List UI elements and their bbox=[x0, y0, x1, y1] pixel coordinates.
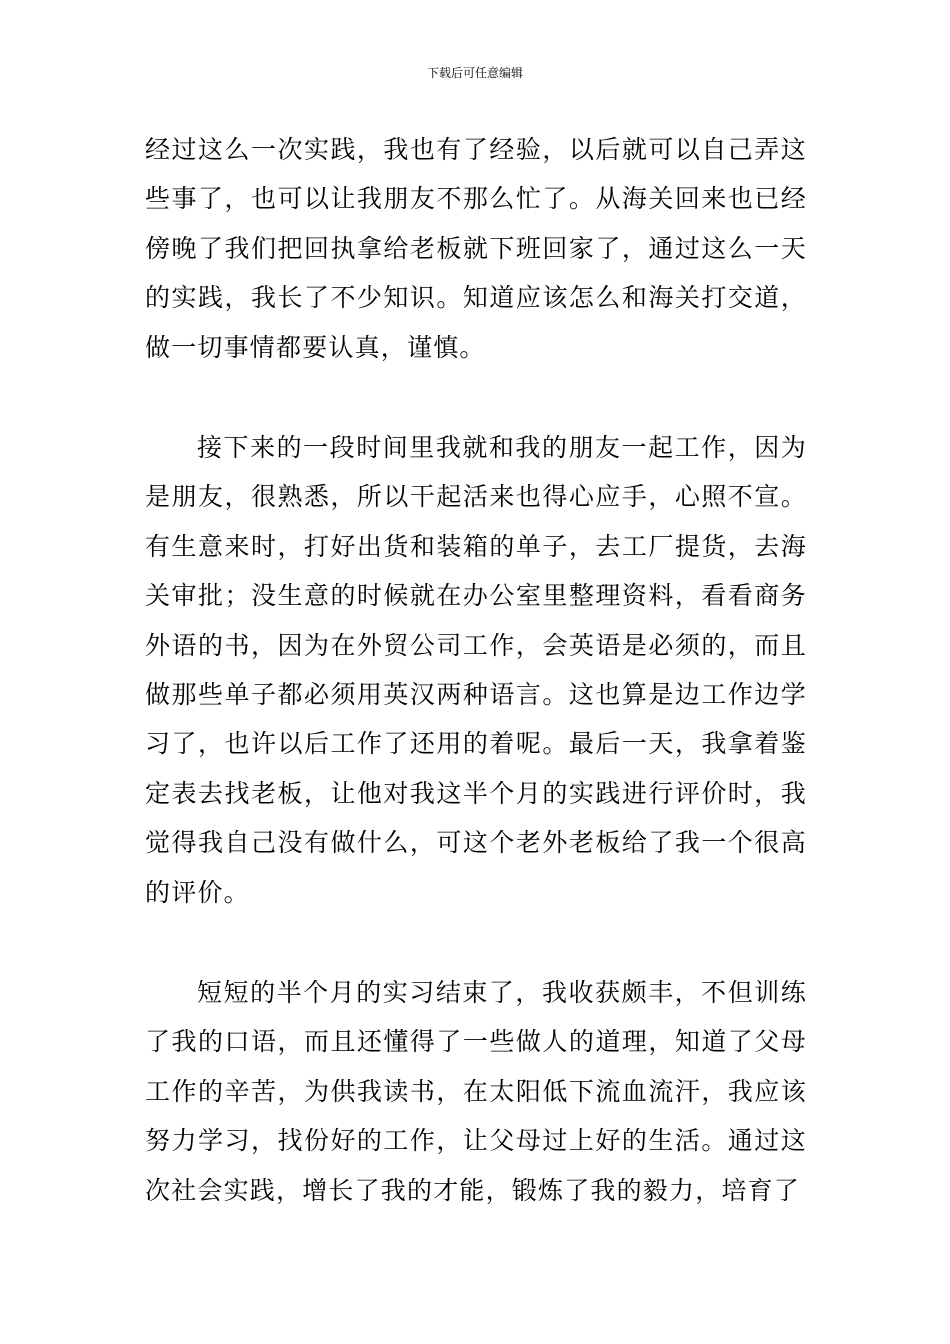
page-header: 下载后可任意编辑 bbox=[426, 66, 523, 80]
body-paragraph-2: 接下来的一段时间里我就和我的朋友一起工作，因为是朋友，很熟悉，所以干起活来也得心应手，心照不宣。有生意来时，打好出货和装箱的单子，去工厂提货，去海关审批；没生意的时候就在办公室里整理资料，看看商务外语的书，因为在外贸公司工作，会英语是必须的，而且做那些单子都必须用英汉两种语言。这也算是边工作边学习了，也许以后工作了还用的着呢。最后一天，我拿着鉴定表去找老板，让他对我这半个月的实践进行评价时，我觉得我自己没有做什么，可这个老外老板给了我一个很高的评价。 bbox=[145, 433, 807, 907]
body-paragraph-3: 短短的半个月的实习结束了，我收获颇丰，不但训练了我的口语，而且还懂得了一些做人的道理，知道了父母工作的辛苦，为供我读书，在太阳低下流血流汗，我应该努力学习，找份好的工作，让父母过上好的生活。通过这次社会实践，增长了我的才能，锻炼了我的毅力，培育了 bbox=[145, 978, 807, 1205]
body-paragraph-1: 经过这么一次实践，我也有了经验，以后就可以自己弄这些事了，也可以让我朋友不那么忙了。从海关回来也已经傍晚了我们把回执拿给老板就下班回家了，通过这么一天的实践，我长了不少知识。知道应该怎么和海关打交道，做一切事情都要认真，谨慎。 bbox=[145, 135, 807, 362]
